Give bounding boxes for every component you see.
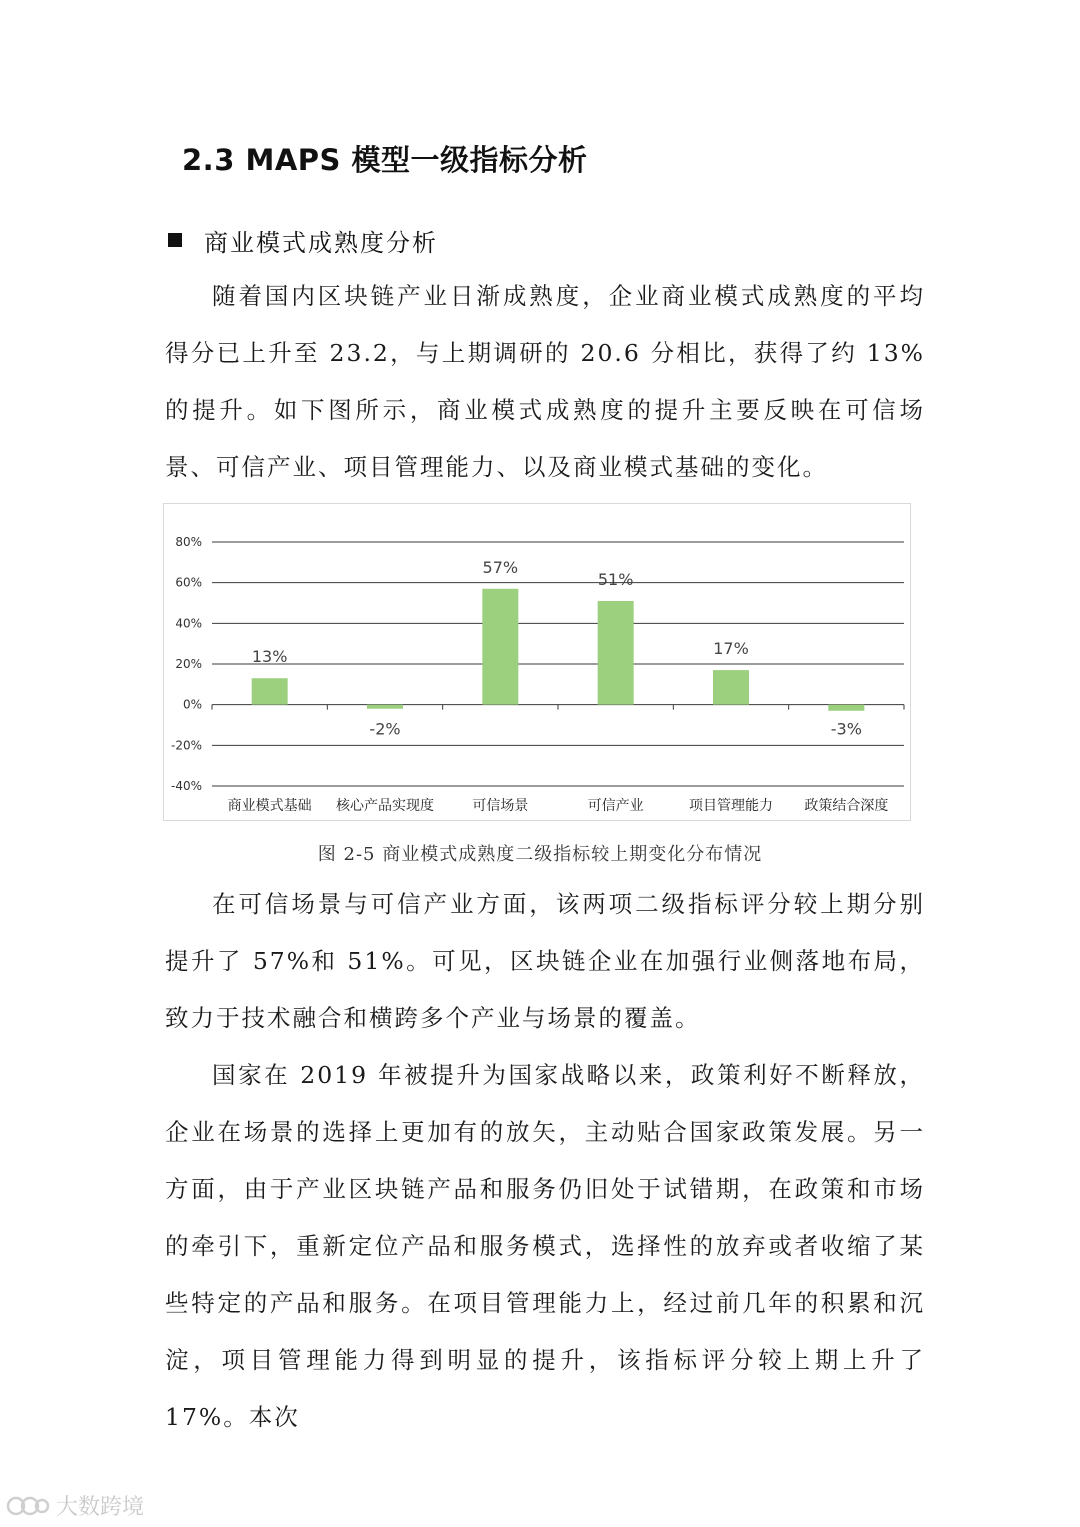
bar: [713, 670, 749, 705]
watermark-logo-icon: [6, 1494, 50, 1518]
category-label: 可信场景: [472, 798, 529, 814]
y-tick-label: 60%: [175, 575, 202, 590]
category-label: 商业模式基础: [227, 798, 312, 814]
data-label: 17%: [713, 639, 749, 659]
y-tick-label: -40%: [170, 779, 202, 793]
watermark-text: 大数跨境: [56, 1495, 145, 1520]
square-bullet-icon: [168, 233, 182, 247]
category-label: 政策结合深度: [804, 798, 889, 814]
chart-svg: [164, 504, 912, 822]
subheading: [168, 222, 438, 258]
y-tick-label: 0%: [182, 697, 202, 712]
bar: [598, 601, 634, 705]
data-label: -3%: [830, 719, 862, 739]
y-tick-label: 80%: [175, 535, 202, 549]
section-title: 2.3 MAPS 模型一级指标分析: [182, 143, 588, 177]
y-tick-label: 40%: [175, 616, 202, 631]
data-label: 57%: [482, 557, 519, 577]
y-tick-label: -20%: [170, 738, 202, 753]
y-tick-label: 20%: [175, 657, 202, 671]
data-label: 13%: [251, 647, 288, 667]
bar: [367, 705, 403, 709]
bar: [482, 589, 518, 705]
data-label: 51%: [597, 569, 634, 589]
paragraph-trusted-scenes: 在可信场景与可信产业方面，该两项二级指标评分较上期分别提升了 57%和 51%。可见，区块链企业在加强行业侧落地布局，致力于技术融合和横跨多个产业与场景的覆盖。: [165, 890, 925, 1032]
category-label: 项目管理能力: [689, 798, 773, 814]
category-label: 可信产业: [587, 798, 644, 814]
figure-caption: 图 2-5 商业模式成熟度二级指标较上期变化分布情况: [317, 844, 763, 865]
data-label: -2%: [369, 719, 401, 739]
watermark: [6, 1490, 144, 1521]
paragraph-intro: 随着国内区块链产业日渐成熟度，企业商业模式成熟度的平均得分已上升至 23.2，与上期调研的 20.6 分相比，获得了约 13%的提升。如下图所示，商业模式成熟度的提升主要反映在可信场景、可信产业、项目管理能力、以及商业模式基础的变化。: [165, 282, 925, 481]
bar: [828, 705, 864, 711]
bar: [252, 678, 288, 704]
category-label: 核心产品实现度: [336, 798, 434, 814]
paragraph-national-strategy: 国家在 2019 年被提升为国家战略以来，政策利好不断释放，企业在场景的选择上更加有的放矢，主动贴合国家政策发展。另一方面，由于产业区块链产品和服务仍旧处于试错期，在政策和市场的牵引下，重新定位产品和服务模式，选择性的放弃或者收缩了某些特定的产品和服务。在项目管理能力上，经过前几年的积累和沉淀，项目管理能力得到明显的提升，该指标评分较上期上升了 17%。本次: [165, 1061, 925, 1431]
subheading-text: 商业模式成熟度分析: [204, 228, 438, 257]
bar-chart: [163, 503, 911, 821]
